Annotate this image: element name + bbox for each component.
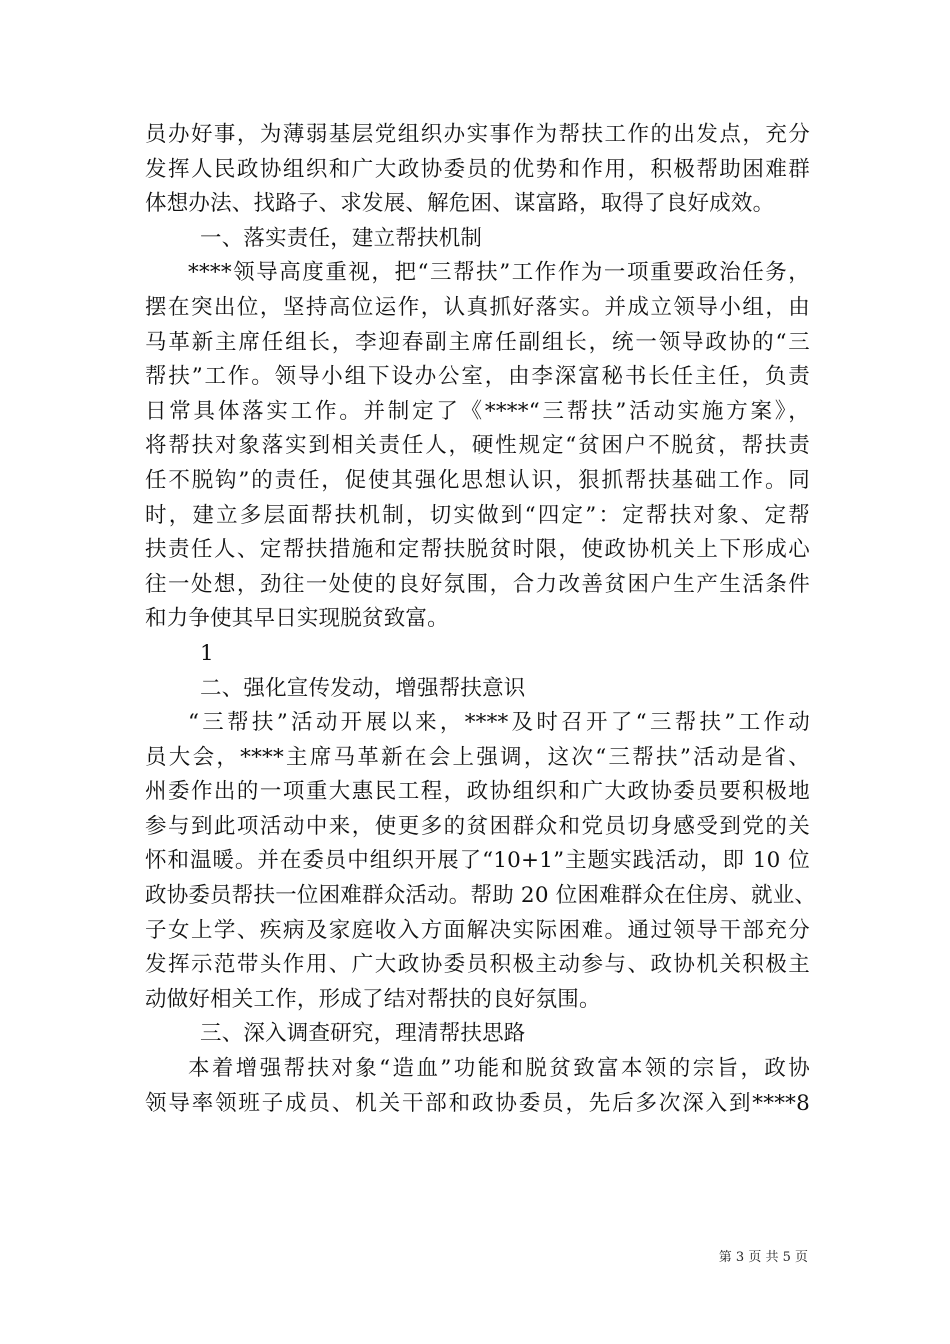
body-line: 体想办法、找路子、求发展、解危困、谋富路，取得了良好成效。 [145,191,775,217]
section-heading-2: 二、强化宣传发动，增强帮扶意识 [200,675,526,701]
body-line: 摆在突出位，坚持高位运作，认真抓好落实。并成立领导小组，由 [145,294,810,320]
body-line: “三帮扶”活动开展以来，****及时召开了“三帮扶”工作动 [188,710,810,736]
body-line: 马革新主席任组长，李迎春副主席任副组长，统一领导政协的“三 [145,329,810,355]
body-line: 和力争使其早日实现脱贫致富。 [145,606,449,632]
inline-page-number: 1 [200,640,214,666]
body-line: 发挥人民政协组织和广大政协委员的优势和作用，积极帮助困难群 [145,156,810,182]
body-line: 往一处想，劲往一处使的良好氛围，合力改善贫困户生产生活条件 [145,571,810,597]
page-footer: 第 3 页 共 5 页 [718,1250,808,1265]
body-line: 将帮扶对象落实到相关责任人，硬性规定“贫困户不脱贫，帮扶责 [145,433,810,459]
body-line: 州委作出的一项重大惠民工程，政协组织和广大政协委员要积极地 [145,779,810,805]
body-line: 参与到此项活动中来，使更多的贫困群众和党员切身感受到党的关 [145,813,810,839]
document-body [145,118,817,1121]
body-line: 本着增强帮扶对象“造血”功能和脱贫致富本领的宗旨，政协 [188,1056,810,1082]
body-line: 时，建立多层面帮扶机制，切实做到“四定”：定帮扶对象、定帮 [145,502,810,528]
body-line: 员办好事，为薄弱基层党组织办实事作为帮扶工作的出发点，充分 [145,122,810,147]
body-line: 扶责任人、定帮扶措施和定帮扶脱贫时限，使政协机关上下形成心 [145,537,810,563]
body-line: 动做好相关工作，形成了结对帮扶的良好氛围。 [145,986,601,1012]
body-line: 子女上学、疾病及家庭收入方面解决实际困难。通过领导干部充分 [145,917,810,943]
body-line: 员大会，****主席马革新在会上强调，这次“三帮扶”活动是省、 [145,744,810,770]
body-line: 政协委员帮扶一位困难群众活动。帮助 20 位困难群众在住房、就业、 [145,883,817,909]
body-line: ****领导高度重视，把“三帮扶”工作作为一项重要政治任务， [188,260,810,286]
body-line: 怀和温暖。并在委员中组织开展了“10+1”主题实践活动，即 10 位 [145,848,810,874]
section-heading-1: 一、落实责任，建立帮扶机制 [200,225,483,251]
body-line: 任不脱钩”的责任，促使其强化思想认识，狠抓帮扶基础工作。同 [145,467,810,493]
body-line: 发挥示范带头作用、广大政协委员积极主动参与、政协机关积极主 [145,952,810,978]
section-heading-3: 三、深入调查研究，理清帮扶思路 [200,1021,526,1047]
body-line: 领导率领班子成员、机关干部和政协委员，先后多次深入到****8 [145,1090,810,1116]
body-line: 日常具体落实工作。并制定了《****“三帮扶”活动实施方案》， [145,398,810,424]
body-line: 帮扶”工作。领导小组下设办公室，由李深富秘书长任主任，负责 [145,364,810,390]
